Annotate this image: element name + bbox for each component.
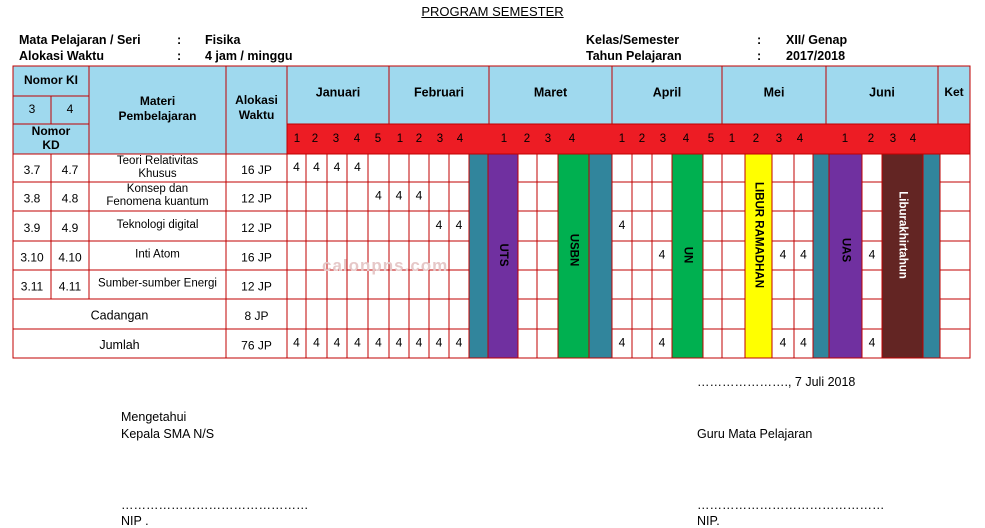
week-cell <box>652 182 672 211</box>
alokasi-label-2: Waktu <box>238 108 275 123</box>
tahun-value: 2017/2018 <box>786 49 846 63</box>
mark-value: 4 <box>779 247 787 262</box>
week-cell <box>537 299 558 329</box>
week-cell <box>389 154 409 182</box>
alokasi-value: 12 JP <box>241 279 272 294</box>
week-cell <box>632 154 652 182</box>
mapel-colon: : <box>177 33 182 47</box>
week-cell <box>537 270 558 299</box>
week-number-april-2: 2 <box>638 133 646 146</box>
kelas-label: Kelas/Semester <box>586 33 680 47</box>
nomor-kd-label-2: KD <box>42 138 60 153</box>
kelas-colon: : <box>757 33 762 47</box>
ki-3-label: 3 <box>28 102 36 117</box>
kelas-value: XII/ Genap <box>786 33 848 47</box>
nip-right: NIP. <box>697 514 720 528</box>
kd3-value: 3.8 <box>23 191 41 206</box>
mark-value: 4 <box>779 335 787 350</box>
week-number-januari-4: 4 <box>353 133 361 146</box>
week-cell <box>652 270 672 299</box>
kd4-value: 4.8 <box>61 191 79 206</box>
materi-value-1: Teori Relativitas <box>116 155 199 168</box>
materi-label-1: Materi <box>139 94 176 109</box>
week-cell <box>722 241 745 270</box>
mark-value: 4 <box>375 188 382 203</box>
mark-value: 4 <box>658 247 666 262</box>
week-number-april-3: 3 <box>659 133 667 146</box>
kepala-sekolah-text: Kepala SMA N/S <box>121 427 215 441</box>
week-cell <box>518 299 537 329</box>
summary-label: Jumlah <box>99 337 140 352</box>
week-cell <box>722 270 745 299</box>
week-cell <box>862 211 882 241</box>
week-cell <box>429 182 449 211</box>
ket-cell <box>938 329 970 358</box>
week-cell <box>518 270 537 299</box>
week-cell <box>772 182 794 211</box>
nomor-kd-label-1: Nomor <box>31 124 71 139</box>
materi-value-2: Fenomena kuantum <box>106 196 209 209</box>
week-number-mei-3: 3 <box>775 133 783 146</box>
week-number-april-1: 1 <box>618 133 626 146</box>
ket-cell <box>938 241 970 270</box>
month-label-april: April <box>652 85 682 100</box>
week-cell <box>537 329 558 358</box>
week-cell <box>862 299 882 329</box>
mark-value: 4 <box>455 218 463 233</box>
week-cell <box>632 299 652 329</box>
alokasi-value: 16 JP <box>241 250 272 265</box>
week-number-januari-1: 1 <box>293 133 301 146</box>
week-cell <box>612 154 632 182</box>
week-cell <box>306 182 327 211</box>
break-column <box>923 154 940 358</box>
mark-value: 4 <box>313 335 320 350</box>
week-number-maret-4: 4 <box>568 133 576 146</box>
week-cell <box>409 154 429 182</box>
week-cell <box>632 329 652 358</box>
week-cell <box>652 211 672 241</box>
week-cell <box>652 299 672 329</box>
week-number-juni-2: 2 <box>867 133 875 146</box>
week-cell <box>537 154 558 182</box>
mengetahui-text: Mengetahui <box>121 410 187 424</box>
ket-label: Ket <box>944 85 964 100</box>
week-number-april-5: 5 <box>707 133 715 146</box>
week-cell <box>518 182 537 211</box>
alokasi-value: 76 JP <box>241 338 272 353</box>
week-number-januari-2: 2 <box>311 133 319 146</box>
month-label-maret: Maret <box>533 85 568 100</box>
materi-value: Teknologi digital <box>116 219 199 232</box>
week-cell <box>703 270 722 299</box>
week-cell <box>862 154 882 182</box>
week-number-februari-1: 5 <box>374 133 382 146</box>
ket-cell <box>938 299 970 329</box>
mark-value: 4 <box>415 335 423 350</box>
week-cell <box>518 329 537 358</box>
week-cell <box>794 211 813 241</box>
week-cell <box>347 211 368 241</box>
week-cell <box>327 182 347 211</box>
week-cell <box>703 329 722 358</box>
week-number-juni-1: 1 <box>841 133 849 146</box>
month-label-juni: Juni <box>869 85 895 100</box>
mark-value: 4 <box>375 335 382 350</box>
event-label-un: UN <box>681 246 694 264</box>
month-label-februari: Februari <box>413 85 465 100</box>
week-number-maret-1: 1 <box>500 133 508 146</box>
week-cell <box>537 241 558 270</box>
alokasi-colon: : <box>177 49 182 63</box>
kd3-value: 3.7 <box>23 163 41 178</box>
watermark: calonpns.com <box>322 256 449 275</box>
mark-value: 4 <box>293 160 300 175</box>
week-number-juni-3: 3 <box>889 133 897 146</box>
materi-value: Inti Atom <box>135 248 180 261</box>
tahun-colon: : <box>757 49 762 63</box>
week-cell <box>347 299 368 329</box>
tahun-label: Tahun Pelajaran <box>586 49 682 63</box>
event-label-libur-ramadhan: LIBUR RAMADHAN <box>752 181 765 289</box>
week-cell <box>722 182 745 211</box>
week-cell <box>772 299 794 329</box>
mark-value: 4 <box>618 218 626 233</box>
mark-value: 4 <box>868 247 876 262</box>
week-number-april-4: 4 <box>682 133 690 146</box>
week-cell <box>518 241 537 270</box>
materi-value-2: Khusus <box>138 168 177 181</box>
mark-value: 4 <box>868 335 876 350</box>
mark-value: 4 <box>354 160 361 175</box>
ket-cell <box>938 182 970 211</box>
week-number-mei-2: 2 <box>752 133 760 146</box>
week-cell <box>287 211 306 241</box>
week-cell <box>327 299 347 329</box>
week-cell <box>862 270 882 299</box>
kd3-value: 3.9 <box>23 221 41 236</box>
mapel-label: Mata Pelajaran / Seri <box>19 33 141 47</box>
nomor-ki-label: Nomor KI <box>24 73 78 88</box>
summary-label: Cadangan <box>90 308 149 323</box>
ket-cell <box>938 154 970 182</box>
materi-value: Sumber-sumber Energi <box>98 277 217 290</box>
kd3-value: 3.11 <box>20 279 44 294</box>
week-cell <box>772 270 794 299</box>
alokasi-label-1: Alokasi <box>235 93 278 108</box>
week-cell <box>518 154 537 182</box>
week-cell <box>449 270 469 299</box>
week-cell <box>449 182 469 211</box>
week-cell <box>722 329 745 358</box>
week-cell <box>327 211 347 241</box>
week-cell <box>632 241 652 270</box>
week-cell <box>537 182 558 211</box>
week-cell <box>368 154 389 182</box>
week-cell <box>409 211 429 241</box>
nip-left: NIP . <box>121 514 149 528</box>
week-cell <box>368 299 389 329</box>
week-cell <box>703 299 722 329</box>
week-number-februari-2: 1 <box>396 133 404 146</box>
week-cell <box>449 299 469 329</box>
mark-value: 4 <box>354 335 361 350</box>
week-cell <box>612 241 632 270</box>
mark-value: 4 <box>333 160 341 175</box>
week-number-januari-3: 3 <box>332 133 340 146</box>
materi-label-2: Pembelajaran <box>118 109 197 124</box>
week-cell <box>612 182 632 211</box>
event-label-usbn: USBN <box>567 233 580 267</box>
mark-value: 4 <box>395 188 403 203</box>
week-cell <box>287 182 306 211</box>
alokasi-label: Alokasi Waktu <box>19 49 104 63</box>
week-cell <box>652 154 672 182</box>
event-label-liburakhirtahun: Liburakhirtahun <box>896 191 909 279</box>
mark-value: 4 <box>800 247 807 262</box>
week-cell <box>306 211 327 241</box>
page-title: PROGRAM SEMESTER <box>421 4 564 19</box>
event-label-uts: UTS <box>496 243 509 267</box>
ket-cell <box>938 211 970 241</box>
event-label-uas: UAS <box>839 237 852 263</box>
ket-cell <box>938 270 970 299</box>
week-number-februari-3: 2 <box>415 133 423 146</box>
kd3-value: 3.10 <box>20 250 44 265</box>
week-number-februari-4: 3 <box>436 133 444 146</box>
week-cell <box>537 211 558 241</box>
mark-value: 4 <box>313 160 320 175</box>
week-cell <box>287 270 306 299</box>
month-label-mei: Mei <box>763 85 785 100</box>
week-number-juni-4: 4 <box>909 133 917 146</box>
month-label-januari: Januari <box>315 85 361 100</box>
week-cell <box>632 182 652 211</box>
week-cell <box>772 211 794 241</box>
signature-dots-right: ……………………………………… <box>697 498 885 512</box>
mark-value: 4 <box>658 335 666 350</box>
week-cell <box>703 211 722 241</box>
mark-value: 4 <box>800 335 807 350</box>
week-cell <box>368 211 389 241</box>
break-column <box>469 154 488 358</box>
alokasi-value: 12 JP <box>241 221 272 236</box>
alokasi-value: 8 JP <box>244 309 269 324</box>
week-cell <box>794 270 813 299</box>
mapel-value: Fisika <box>205 33 241 47</box>
mark-value: 4 <box>618 335 626 350</box>
week-number-maret-3: 3 <box>544 133 552 146</box>
week-number-februari-5: 4 <box>456 133 464 146</box>
signature-date: …………………., 7 Juli 2018 <box>697 375 856 389</box>
week-cell <box>409 299 429 329</box>
week-cell <box>772 154 794 182</box>
week-cell <box>306 299 327 329</box>
week-cell <box>429 299 449 329</box>
week-cell <box>862 182 882 211</box>
week-cell <box>794 154 813 182</box>
week-cell <box>389 299 409 329</box>
kd4-value: 4.11 <box>58 279 82 294</box>
week-cell <box>722 299 745 329</box>
week-cell <box>703 154 722 182</box>
kd4-value: 4.9 <box>61 221 79 236</box>
mark-value: 4 <box>435 335 443 350</box>
week-cell <box>287 299 306 329</box>
mark-value: 4 <box>293 335 300 350</box>
week-cell <box>429 154 449 182</box>
week-number-maret-2: 2 <box>523 133 531 146</box>
alokasi-value: 12 JP <box>241 191 272 206</box>
signature-dots-left: ……………………………………… <box>121 498 309 512</box>
kd4-value: 4.7 <box>61 163 79 178</box>
alokasi-value: 4 jam / minggu <box>205 49 293 63</box>
week-cell <box>287 241 306 270</box>
guru-text: Guru Mata Pelajaran <box>697 427 813 441</box>
ki-4-label: 4 <box>66 102 74 117</box>
kd4-value: 4.10 <box>58 250 82 265</box>
mark-value: 4 <box>455 335 463 350</box>
week-number-mei-4: 4 <box>796 133 804 146</box>
break-column <box>813 154 829 358</box>
week-cell <box>518 211 537 241</box>
alokasi-value: 16 JP <box>241 163 272 178</box>
week-cell <box>612 299 632 329</box>
mark-value: 4 <box>333 335 341 350</box>
week-cell <box>632 211 652 241</box>
materi-value-1: Konsep dan <box>126 183 189 196</box>
mark-value: 4 <box>435 218 443 233</box>
week-cell <box>449 154 469 182</box>
week-cell <box>794 182 813 211</box>
week-cell <box>389 211 409 241</box>
week-cell <box>722 211 745 241</box>
week-cell <box>794 299 813 329</box>
week-cell <box>612 270 632 299</box>
week-number-mei-1: 1 <box>728 133 736 146</box>
mark-value: 4 <box>395 335 403 350</box>
mark-value: 4 <box>415 188 423 203</box>
week-cell <box>632 270 652 299</box>
week-cell <box>703 182 722 211</box>
week-cell <box>347 182 368 211</box>
week-cell <box>449 241 469 270</box>
week-cell <box>703 241 722 270</box>
break-column <box>589 154 612 358</box>
week-cell <box>722 154 745 182</box>
